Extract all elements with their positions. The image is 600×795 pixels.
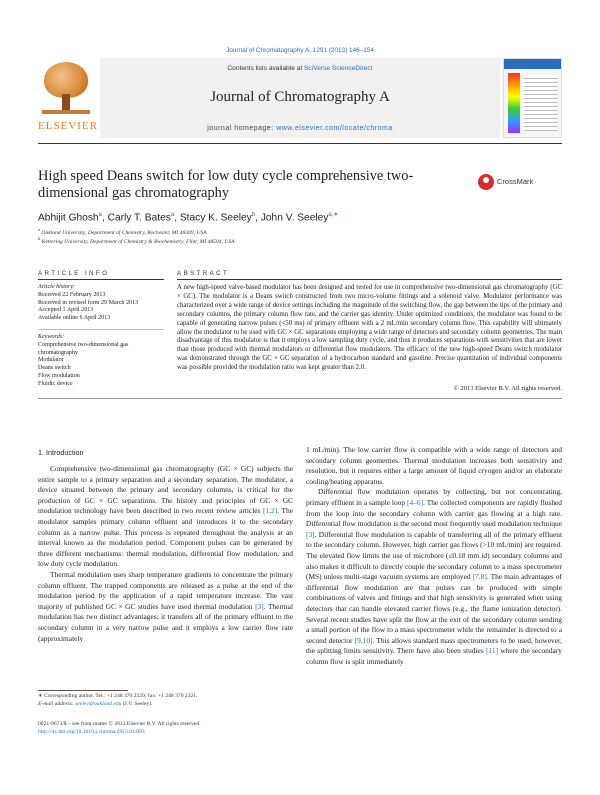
body-text: . The modulator samples primary column effluent and introduces it to the secondary column as a narrow pulse. This process is repeated throughout the analysis at an interval known as the modulation period. Component pulses can be generated by three different mechanisms: thermal modulation, differential flow modulation, and low duty cycle modulation. xyxy=(38,506,293,569)
body-text: where the secondary column flow is split immediately xyxy=(306,646,562,666)
reference-link[interactable]: [3] xyxy=(255,601,264,611)
body-text: Thermal modulation uses sharp temperature gradients to concentrate the primary column effluent. The trapped components are released as a pulse at the end of the modulation period by the application of a rapid temperature increase. The vast majority of published GC × GC studies have used thermal modulation xyxy=(38,569,293,611)
keyword: Comprehensive two-dimensional gas xyxy=(38,341,129,348)
email-link[interactable]: seeley@oakland.edu xyxy=(75,701,122,707)
author[interactable]: Abhijit Ghosh xyxy=(38,212,99,224)
history-item: Received in revised form 29 March 2013 xyxy=(38,299,139,306)
body-text: Differential flow modulation operates by collecting, but not concentrating, primary effluent in a sample loop xyxy=(306,487,562,507)
contents-line xyxy=(100,65,500,72)
article-title: High speed Deans switch for low duty cycle comprehensive two-dimensional gas chromatography xyxy=(38,168,414,201)
keywords xyxy=(38,334,168,389)
reference-link[interactable]: [3] xyxy=(306,529,315,539)
author[interactable]: John V. Seeley xyxy=(260,212,329,224)
keyword: chromatography xyxy=(38,349,78,356)
keyword: Deans switch xyxy=(38,365,71,372)
body-paragraph xyxy=(306,487,562,667)
abstract-copyright: © 2013 Elsevier B.V. All rights reserved. xyxy=(453,385,562,392)
article-history xyxy=(38,284,168,323)
body-text: . This allows standard mass spectrometers to be used, however, the splitting limits sensitivity. There have also been studies xyxy=(306,635,562,656)
reference-link[interactable]: [4–6] xyxy=(407,497,424,507)
reference-link[interactable]: [11] xyxy=(486,646,499,656)
homepage-link[interactable]: www.elsevier.com/locate/chroma xyxy=(276,125,393,132)
reference-link[interactable]: [9,10] xyxy=(354,635,373,645)
author-sup: a xyxy=(170,212,175,218)
author[interactable]: Stacy K. Seeley xyxy=(179,212,252,224)
body-paragraph xyxy=(306,445,562,487)
author-list: Abhijit Ghosh$^a$, Carly T. Bates$^a$, Stacy K. Seeley$^b$, John V. Seeley$^{a,∗}$ xyxy=(38,212,339,224)
keyword: Modulator xyxy=(38,357,64,364)
body-text: . Thermal modulation has two distinct advantages: it transfers all of the primary effluent to the secondary column in a very narrow pulse and it employs a low carrier flow rate (approximately xyxy=(38,601,293,643)
article-info-heading: ARTICLE INFO xyxy=(38,270,110,277)
crossmark-label: CrossMark xyxy=(497,177,534,186)
affiliation: $^b$ Kettering University, Department of Chemistry & Biochemistry, Flint, MI 48504, USA xyxy=(38,236,235,245)
journal-name: Journal of Chromatography A xyxy=(210,89,390,105)
body-text: 1 mL/min). The low carrier flow is compatible with a wide range of detectors and secondary column geometries. Thermal modulation increases both sensitivity and resolution, but it requires either a large amount of liquid cryogen and/or an elaborate cooling/heating apparatus. xyxy=(306,445,562,486)
section-heading-introduction: 1. Introduction xyxy=(38,448,84,457)
body-column-left xyxy=(38,464,293,644)
abstract-heading: ABSTRACT xyxy=(177,270,230,277)
crossmark-icon xyxy=(478,174,494,190)
abstract-text: A new high-speed valve-based modulator has been designed and tested for use in comprehensive two-dimensional gas chromatography (GC × GC). The modulator is a Deans switch constructed from two micro-volume fittings and a solenoid valve. Modulator performance was characterized over a wide range of device settings including the magnitude of the switching flow, the gap between the tips of the primary and secondary columns, the primary column flow rate, and the carrier gas identity. Under optimized conditions, the modulator was found to be capable of generating narrow pulses (<50 ms) of primary effluent with a 2 mL/min secondary column flow. This capability will ultimately allow the modulator to be used with GC × GC separations employing a wide range of detectors and secondary column geometries. The main disadvantage of this modulator is that it employs a low sampling duty cycle, and thus it produces separations with sensitivities that are lower than those produced with thermal modulators or differential flow modulators. The efficacy of the new high-speed Deans switch modulator was demonstrated through the GC × GC separation of a hydrocarbon standard and gasoline. Precise quantitation of individual components was possible provided the modulation ratio was kept greater than 2.0. xyxy=(177,284,562,372)
abstract-bottom-rule xyxy=(38,398,562,399)
history-item: Received 22 February 2013 xyxy=(38,291,106,298)
history-label: Article history: xyxy=(38,284,76,290)
author-sup: a,∗ xyxy=(328,212,339,218)
issn-line: 0021-9673/$ – see front matter © 2013 Elsevier B.V. All rights reserved. xyxy=(38,721,201,727)
sciencedirect-link[interactable]: SciVerse ScienceDirect xyxy=(304,65,373,72)
body-paragraph xyxy=(38,570,293,644)
doi-line xyxy=(38,729,293,736)
body-text: . Differential flow modulation is capable of transferring all of the primary effluent to the secondary column. However, high carrier gas flows (>10 mL/min) are required. The elevated flow limits the use of microbore (≤0.18 mm id) secondary columns and also makes it difficult to directly couple the secondary column to a mass spectrometer (MS) unless multi-stage vacuum systems are employed xyxy=(306,529,562,582)
reference-link[interactable]: [1,2] xyxy=(263,506,278,516)
history-item: Accepted 1 April 2013 xyxy=(38,307,94,314)
body-paragraph xyxy=(38,464,293,570)
keyword: Fluidic device xyxy=(38,380,73,387)
email-suffix: (J.V. Seeley). xyxy=(121,701,153,707)
journal-citation: Journal of Chromatography A, 1291 (2013) 146–154 xyxy=(226,47,374,54)
footnote-rule xyxy=(38,690,128,691)
crossmark-badge[interactable] xyxy=(478,174,562,192)
body-text: . The main advantages of differential flow modulation are that pulses can be produced with simple combinations of valves and fittings and that high sensitivity is generated when using detectors that can handle elevated carrier flows (e.g., the flame ionization detector). Several recent studies have split the flow at the exit of the secondary column sending a small portion of the flow to a mass spectrometer while the remainder is directed to a second detector xyxy=(306,572,562,645)
elsevier-logo xyxy=(38,58,96,134)
doi-link[interactable]: http://dx.doi.org/10.1016/j.chroma.2013.04.003 xyxy=(38,729,145,735)
contents-prefix: Contents lists available at xyxy=(227,65,305,72)
elsevier-tree-icon xyxy=(38,58,94,118)
corresponding-author-note: ∗ Corresponding author. Tel.: +1 248 370 2329; fax: +1 248 370 2321. xyxy=(38,693,198,699)
affiliation: $^a$ Oakland University, Department of Chemistry, Rochester, MI 48309, USA xyxy=(38,227,207,236)
journal-homepage xyxy=(100,125,500,132)
body-text: Comprehensive two-dimensional gas chromatography (GC × GC) subjects the entire sample to a primary separation and a secondary separation. The modulator, a device situated between the primary and secondary columns, is critical for the production of GC × GC separations. The history and principles of GC × GC modulation technology have been described in two recent review articles xyxy=(38,464,293,516)
author-sup: a xyxy=(98,212,102,218)
author[interactable]: Carly T. Bates xyxy=(107,212,171,224)
article-info-rule xyxy=(38,279,164,280)
homepage-prefix: journal homepage: xyxy=(207,125,277,132)
keyword: Flow modulation xyxy=(38,372,80,379)
body-column-right xyxy=(306,445,562,667)
journal-cover-thumbnail xyxy=(503,58,562,138)
abstract-rule xyxy=(177,279,562,280)
author-sup: b xyxy=(251,212,256,218)
info-divider xyxy=(38,329,164,330)
body-text: . The collected components are rapidly flushed from the loop into the secondary column with carrier gas flowing at a high rate. Differential flow modulation is the second most frequently used modulation technique xyxy=(306,497,562,529)
history-item: Available online 6 April 2013 xyxy=(38,315,111,322)
reference-link[interactable]: [7,8] xyxy=(472,572,487,582)
header-rule xyxy=(38,143,562,144)
email-note xyxy=(38,701,293,708)
publisher-name: ELSEVIER xyxy=(38,120,98,132)
keywords-label: Keywords: xyxy=(38,334,65,340)
email-label: E-mail address: xyxy=(38,701,76,707)
